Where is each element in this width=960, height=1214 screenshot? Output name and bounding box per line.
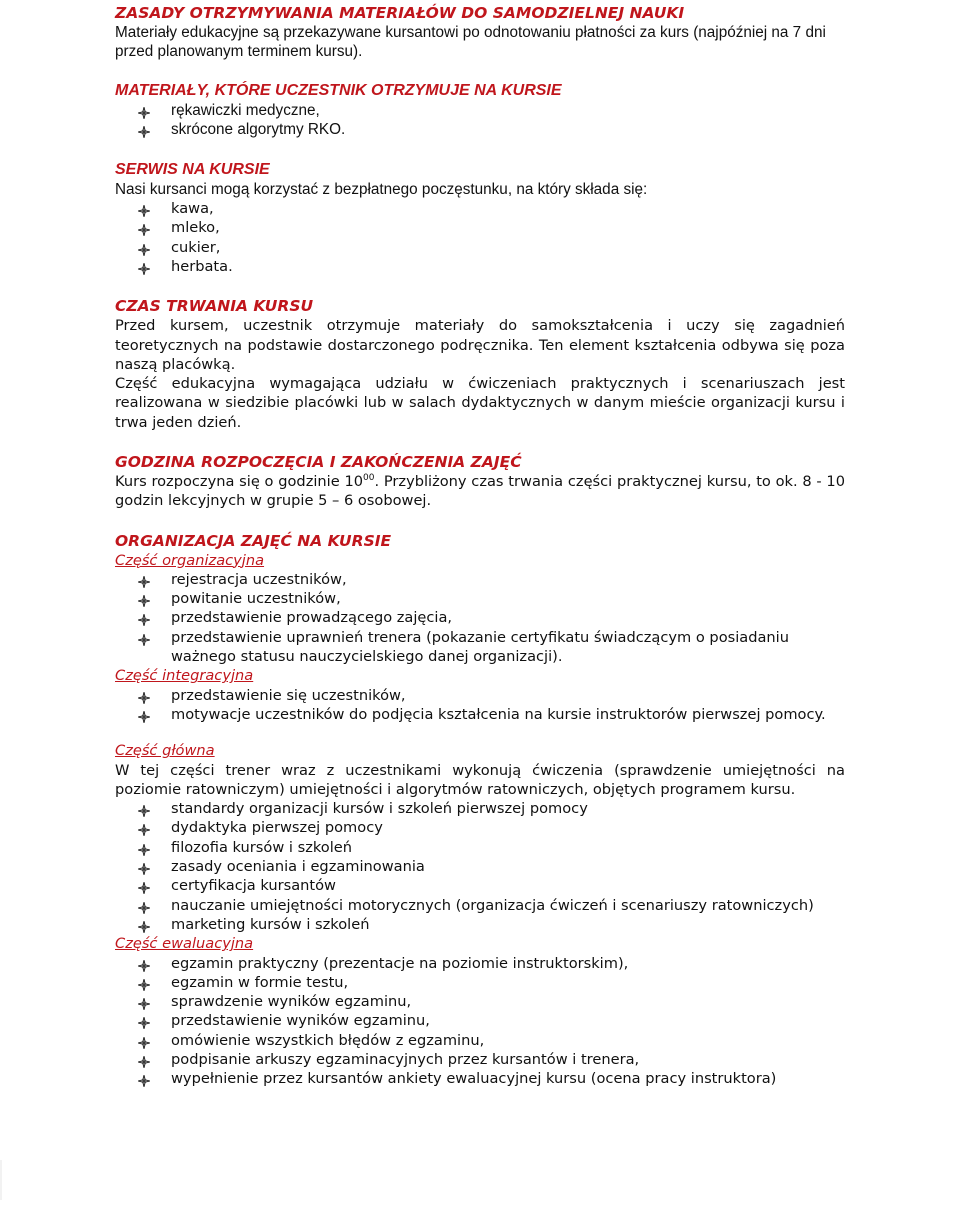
diamond-bullet-icon — [138, 1073, 150, 1085]
list-item-text: rękawiczki medyczne, — [171, 101, 320, 119]
diamond-bullet-icon — [138, 593, 150, 605]
diamond-bullet-icon — [138, 632, 150, 644]
subheading-evaluation: Część ewaluacyjna — [115, 935, 254, 953]
list-item-text: sprawdzenie wyników egzaminu, — [171, 993, 412, 1011]
list-item — [171, 608, 845, 627]
diamond-bullet-icon — [138, 842, 150, 854]
diamond-bullet-icon — [138, 690, 150, 702]
heading-service: SERWIS NA KURSIE — [115, 160, 270, 178]
list-item-text: motywacje uczestników do podjęcia kształcenia na kursie instruktorów pierwszej pomocy. — [171, 705, 826, 723]
list-item — [171, 1050, 845, 1069]
duration-paragraph-2: Część edukacyjna wymagająca udziału w ćwiczeniach praktycznych i scenariuszach jest realizowana w siedzibie placówki lub w salach dydaktycznych w danym mieście organizacji kursu i trwa jeden dzień. — [115, 375, 845, 431]
evaluation-list — [115, 954, 845, 1089]
list-item-text: cukier, — [171, 238, 221, 256]
diamond-bullet-icon — [138, 105, 150, 117]
diamond-bullet-icon — [138, 261, 150, 273]
list-item — [171, 686, 845, 705]
diamond-bullet-icon — [138, 612, 150, 624]
materials-delivery-text: Materiały edukacyjne są przekazywane kursantowi po odnotowaniu płatności za kurs (najpóźniej na 7 dni przed planowanym terminem kursu). — [115, 24, 826, 61]
diamond-bullet-icon — [138, 880, 150, 892]
list-item — [171, 876, 845, 895]
subheading-organizational: Część organizacyjna — [115, 551, 265, 569]
list-item-text: nauczanie umiejętności motorycznych (organizacja ćwiczeń i scenariuszy ratowniczych) — [171, 896, 814, 914]
list-item-text: wypełnienie przez kursantów ankiety ewaluacyjnej kursu (ocena pracy instruktora) — [171, 1070, 777, 1088]
list-item — [171, 120, 845, 139]
diamond-bullet-icon — [138, 919, 150, 931]
list-item — [171, 199, 845, 218]
list-item — [171, 628, 845, 667]
list-item — [171, 915, 845, 934]
list-item-text: dydaktyka pierwszej pomocy — [171, 819, 383, 837]
heading-organization: ORGANIZACJA ZAJĘĆ NA KURSIE — [115, 531, 392, 550]
hours-superscript: 00 — [363, 473, 375, 483]
list-item — [171, 992, 845, 1011]
diamond-bullet-icon — [138, 1035, 150, 1047]
edge-mark — [0, 1160, 3, 1200]
list-item-text: przedstawienie uprawnień trenera (pokazanie certyfikatu świadczącym o posiadaniu ważnego statusu nauczycielskiego danej organizacji). — [171, 628, 789, 666]
list-item-text: egzamin w formie testu, — [171, 973, 349, 991]
list-item — [171, 838, 845, 857]
heading-materials-received: MATERIAŁY, KTÓRE UCZESTNIK OTRZYMUJE NA KURSIE — [115, 81, 562, 99]
list-item — [171, 1031, 845, 1050]
list-item — [171, 799, 845, 818]
list-item — [171, 1069, 845, 1088]
diamond-bullet-icon — [138, 1054, 150, 1066]
list-item — [171, 857, 845, 876]
list-item — [171, 238, 845, 257]
list-item-text: herbata. — [171, 257, 233, 275]
list-item — [171, 570, 845, 589]
list-item-text: rejestracja uczestników, — [171, 570, 347, 588]
list-item-text: filozofia kursów i szkoleń — [171, 838, 352, 856]
service-intro: Nasi kursanci mogą korzystać z bezpłatnego poczęstunku, na który składa się: — [115, 180, 648, 198]
diamond-bullet-icon — [138, 803, 150, 815]
diamond-bullet-icon — [138, 958, 150, 970]
diamond-bullet-icon — [138, 222, 150, 234]
service-list — [115, 199, 845, 276]
subheading-integration: Część integracyjna — [115, 667, 254, 685]
list-item-text: przedstawienie wyników egzaminu, — [171, 1012, 430, 1030]
diamond-bullet-icon — [138, 203, 150, 215]
diamond-bullet-icon — [138, 977, 150, 989]
main-list — [115, 799, 845, 934]
diamond-bullet-icon — [138, 900, 150, 912]
subheading-main: Część główna — [115, 742, 215, 760]
list-item-text: egzamin praktyczny (prezentacje na poziomie instruktorskim), — [171, 954, 629, 972]
list-item-text: standardy organizacji kursów i szkoleń pierwszej pomocy — [171, 800, 588, 818]
integration-list — [115, 686, 845, 725]
list-item-text: podpisanie arkuszy egzaminacyjnych przez kursantów i trenera, — [171, 1051, 640, 1069]
list-item-text: marketing kursów i szkoleń — [171, 915, 370, 933]
list-item-text: certyfikacja kursantów — [171, 877, 336, 895]
list-item — [171, 589, 845, 608]
list-item-text: powitanie uczestników, — [171, 590, 341, 608]
heading-materials-delivery: ZASADY OTRZYMYWANIA MATERIAŁÓW DO SAMODZIELNEJ NAUKI — [115, 4, 685, 22]
list-item-text: mleko, — [171, 219, 220, 237]
hours-text — [115, 472, 845, 511]
list-item — [171, 896, 845, 915]
list-item-text: omówienie wszystkich błędów z egzaminu, — [171, 1031, 485, 1049]
diamond-bullet-icon — [138, 996, 150, 1008]
diamond-bullet-icon — [138, 709, 150, 721]
diamond-bullet-icon — [138, 822, 150, 834]
organizational-list — [115, 570, 845, 666]
duration-paragraph-1: Przed kursem, uczestnik otrzymuje materiały do samokształcenia i uczy się zagadnień teoretycznych na podstawie dostarczonego podręcznika. Ten element kształcenia odbywa się poza naszą placówką. — [115, 317, 845, 373]
heading-hours: GODZINA ROZPOCZĘCIA I ZAKOŃCZENIA ZAJĘĆ — [115, 453, 522, 471]
list-item — [171, 954, 845, 973]
hours-text-end: . Przybliżony czas trwania części praktycznej kursu, to ok. 8 - 10 godzin lekcyjnych w grupie 5 – 6 osobowej. — [115, 473, 845, 510]
materials-received-list — [115, 101, 845, 140]
list-item — [171, 818, 845, 837]
list-item — [171, 1011, 845, 1030]
list-item — [171, 101, 845, 120]
diamond-bullet-icon — [138, 124, 150, 136]
list-item-text: przedstawienie prowadzącego zajęcia, — [171, 609, 453, 627]
list-item — [171, 705, 845, 724]
list-item-text: skrócone algorytmy RKO. — [171, 121, 346, 139]
diamond-bullet-icon — [138, 574, 150, 586]
diamond-bullet-icon — [138, 861, 150, 873]
list-item-text: zasady oceniania i egzaminowania — [171, 858, 425, 876]
list-item — [171, 257, 845, 276]
diamond-bullet-icon — [138, 1015, 150, 1027]
list-item — [171, 218, 845, 237]
main-part-text: W tej części trener wraz z uczestnikami wykonują ćwiczenia (sprawdzenie umiejętności na poziomie ratowniczym) umiejętności i algorytmów ratowniczych, objętych programem kursu. — [115, 761, 845, 798]
heading-duration: CZAS TRWANIA KURSU — [115, 297, 314, 316]
document-content — [115, 3, 845, 1089]
list-item-text: przedstawienie się uczestników, — [171, 686, 406, 704]
hours-text-start: Kurs rozpoczyna się o godzinie 10 — [115, 473, 364, 490]
list-item — [171, 973, 845, 992]
diamond-bullet-icon — [138, 242, 150, 254]
list-item-text: kawa, — [171, 200, 214, 218]
